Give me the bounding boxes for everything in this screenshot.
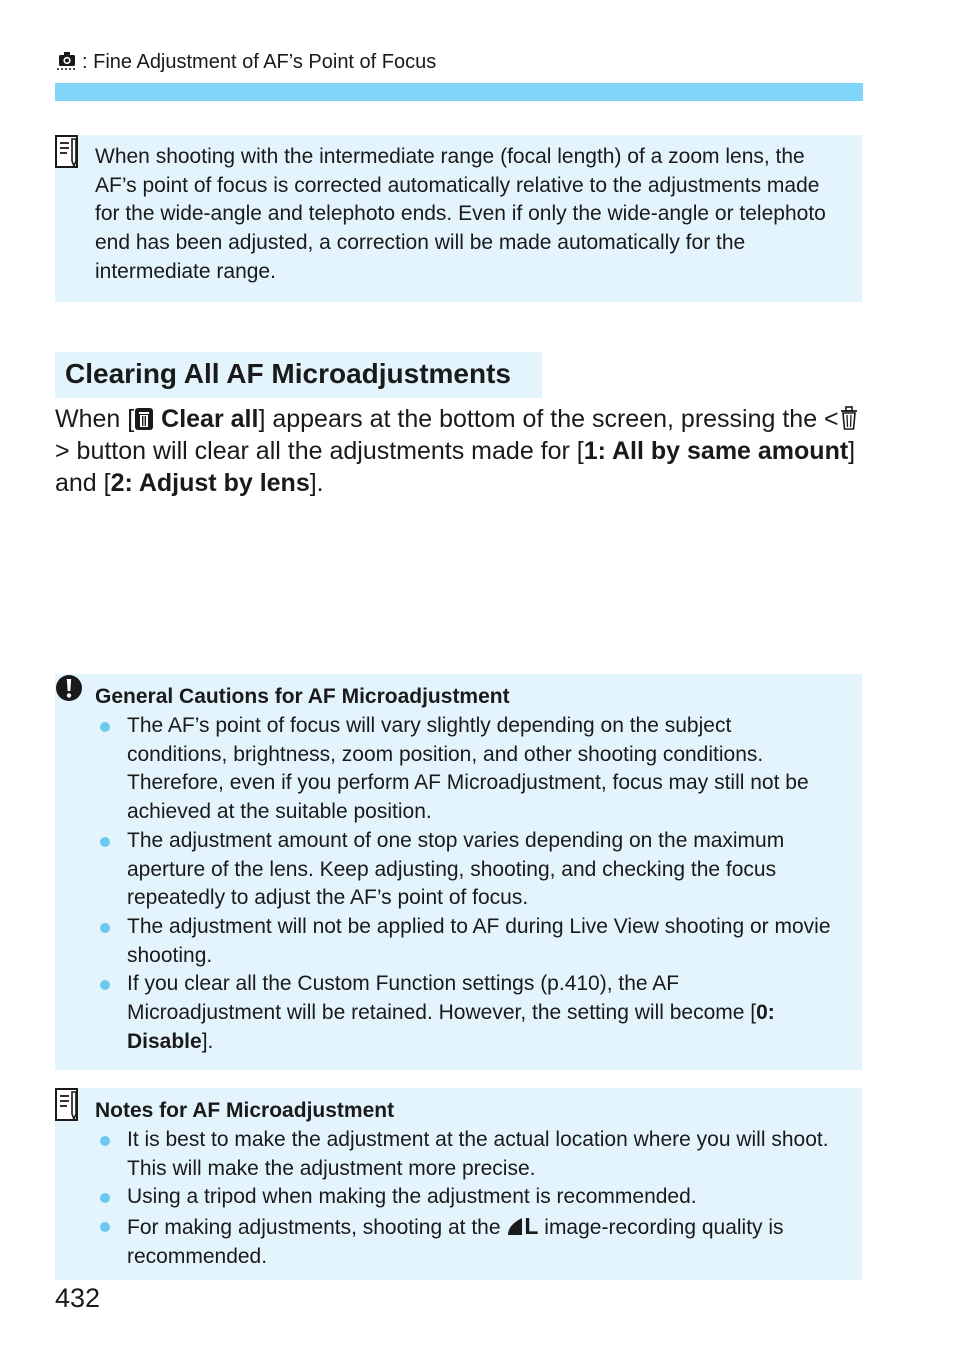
note-text: When shooting with the intermediate range (focal length) of a zoom lens, the AF’s point of focus is corrected automatically relative to the adjustments made for the wide-angle and telephoto ends. Even if only the wide-angle or telephoto end has been adjusted, a correction will be made automatically for the intermediate range. — [95, 145, 826, 283]
trash-icon — [134, 407, 154, 431]
setting-disable-label: 0: Disable — [127, 1001, 775, 1053]
running-header — [55, 49, 436, 75]
list-item — [95, 970, 837, 1056]
list-item — [95, 1183, 837, 1212]
list-item — [95, 1212, 837, 1271]
body-text: ] and [ — [55, 437, 856, 497]
caution-icon — [55, 674, 85, 704]
list-item — [95, 913, 837, 970]
large-fine-quality-icon — [506, 1216, 524, 1236]
bullet-dot — [100, 722, 110, 732]
section-heading — [55, 352, 542, 398]
list-item-text: ]. — [201, 1029, 214, 1053]
page-number: 432 — [55, 1283, 101, 1313]
body-text: ] appears at the bottom of the screen, pressing the < — [258, 405, 839, 433]
list-item — [95, 827, 837, 913]
list-item-text: The AF’s point of focus will vary slightly depending on the subject conditions, brightness, zoom position, and other shooting conditions. Therefore, even if you perform AF Microadjustment, focus may still not be achieved at the suitable position. — [127, 714, 809, 824]
list-item-text: It is best to make the adjustment at the actual location where you will shoot. This will make the adjustment more precise. — [127, 1128, 829, 1180]
option-adjust-by-lens: 2: Adjust by lens — [110, 469, 310, 497]
notes-list — [95, 1126, 837, 1272]
bullet-dot — [100, 1136, 110, 1146]
camera-icon — [55, 49, 79, 71]
memo-note-icon — [55, 1088, 81, 1124]
cautions-title: General Cautions for AF Microadjustment — [95, 685, 510, 708]
clear-all-label: Clear all — [154, 405, 259, 433]
note-panel — [55, 135, 862, 302]
header-section-label: : Fine Adjustment of AF’s Point of Focus — [82, 51, 437, 73]
list-item-text: image-recording quality is recommended. — [127, 1216, 784, 1268]
cautions-list — [95, 712, 837, 1056]
body-text: When [ — [55, 405, 135, 433]
body-text: > button will clear all the adjustments made for [ — [55, 437, 584, 465]
bullet-dot — [100, 837, 110, 847]
trash-icon — [839, 405, 859, 431]
list-item-text: If you clear all the Custom Function settings (p.410), the AF Microadjustment will be retained. However, the setting will become [ — [127, 972, 757, 1025]
list-item — [95, 1126, 837, 1183]
cautions-panel — [55, 674, 862, 1070]
body-paragraph — [55, 403, 865, 499]
option-all-by-same-amount: 1: All by same amount — [583, 437, 849, 465]
bullet-dot — [100, 980, 110, 990]
bullet-dot — [100, 1193, 110, 1203]
bullet-dot — [100, 923, 110, 933]
list-item-text: Using a tripod when making the adjustment is recommended. — [127, 1185, 697, 1209]
bullet-dot — [100, 1222, 110, 1232]
list-item-text: The adjustment amount of one stop varies depending on the maximum aperture of the lens. Keep adjusting, shooting, and checking the focus repeatedly to adjust the AF’s point of focus. — [127, 828, 785, 910]
quality-l-label: L — [524, 1213, 539, 1240]
header-accent-bar — [55, 83, 863, 101]
notes-panel — [55, 1088, 862, 1280]
body-text: ]. — [309, 469, 324, 497]
list-item-text: The adjustment will not be applied to AF during Live View shooting or movie shooting. — [127, 914, 831, 967]
list-item — [95, 712, 837, 827]
list-item-text: For making adjustments, shooting at the — [127, 1216, 507, 1240]
memo-note-icon — [55, 135, 81, 171]
notes-title: Notes for AF Microadjustment — [95, 1099, 395, 1122]
section-heading-text: Clearing All AF Microadjustments — [65, 358, 511, 389]
